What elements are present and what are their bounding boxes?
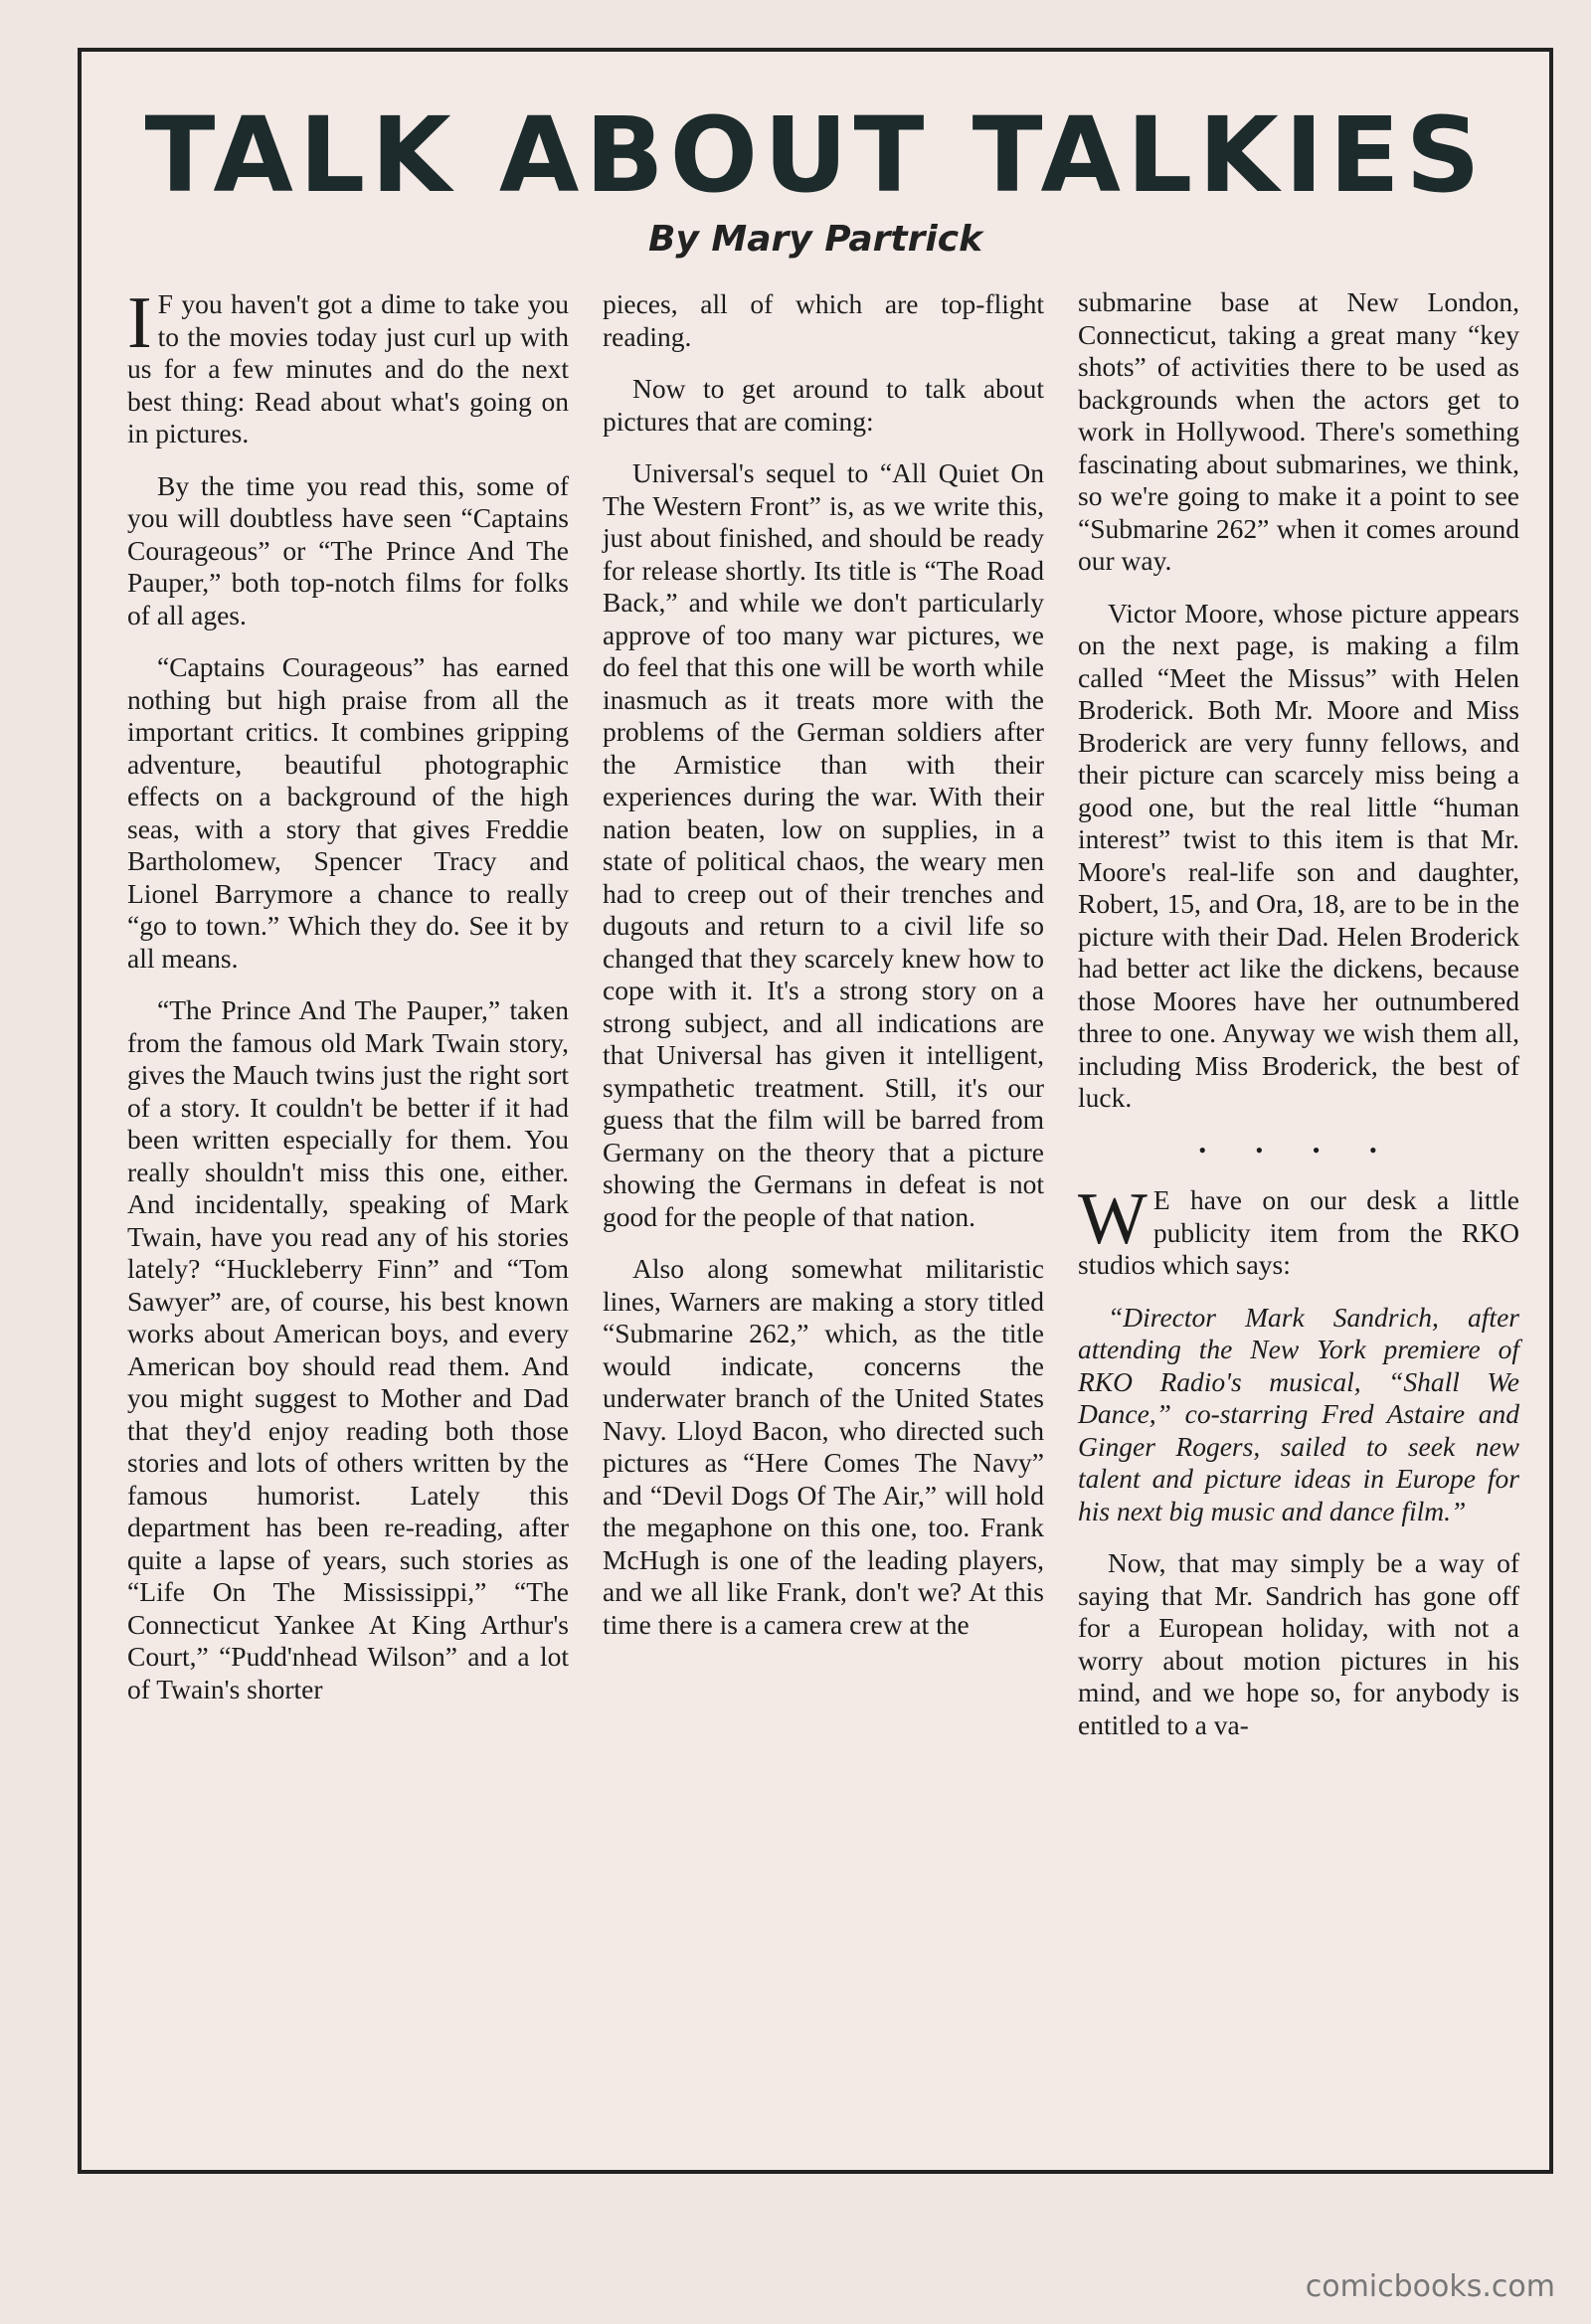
watermark: comicbooks.com [1305, 2269, 1555, 2304]
article-frame [78, 48, 1553, 2174]
paragraph: By the time you read this, some of you will doubtless have seen “Captains Courageous” or “The Prince And The Pauper,” both top-notch films for folks of all ages. [127, 469, 569, 630]
quote-paragraph: “Director Mark Sandrich, after attending the New York premiere of RKO Radio's musical, “Shall We Dance,” co-starring Fred Astaire and Ginger Rogers, sailed to seek new talent and picture ideas in Europe for his next big music and dance film.” [1078, 1301, 1519, 1526]
paragraph: Universal's sequel to “All Quiet On The Western Front” is, as we write this, just about finished, and should be ready for release shortly. Its title is “The Road Back,” and while we don't particularly approve of too many war pictures, we do feel that this one will be worth while inasmuch as it treats more with the problems of the German soldiers after the Armistice than with their experiences during the war. With their nation beaten, low on supplies, in a state of political chaos, the weary men had to creep out of their trenches and dugouts and return to a civil life so changed that they scarcely knew how to cope with it. It's a strong story on a strong subject, and all indications are that Universal has given it intelligent, sympathetic treatment. Still, it's our guess that the film will be barred from Germany on the theory that a picture showing the Germans in defeat is not good for the people of that nation. [603, 457, 1044, 1232]
byline: By Mary Partrick [647, 219, 983, 260]
paragraph: Now to get around to talk about pictures that are coming: [603, 373, 1044, 437]
column-2 [603, 288, 1044, 1661]
paragraph: “The Prince And The Pauper,” taken from the famous old Mark Twain story, gives the Mauch twins just the right sort of a story. It couldn't be better if it had been written especially for them. You really shouldn't miss this one, either. And incidentally, speaking of Mark Twain, have you read any of his stories lately? “Huckleberry Finn” and “Tom Sawyer” are, of course, his best known works about American boys, and every American boy should read them. And you might suggest to Mother and Dad that they'd enjoy reading both those stories and lots of others written by the famous humorist. Lately this department has been re-reading, after quite a lapse of years, such stories as “Life On The Mississippi,” “The Connecticut Yankee At King Arthur's Court,” “Pudd'nhead Wilson” and a lot of Twain's shorter [127, 994, 569, 1704]
paragraph: pieces, all of which are top-flight reading. [603, 288, 1044, 352]
paragraph: Victor Moore, whose picture appears on the next page, is making a film called “Meet the Missus” with Helen Broderick. Both Mr. Moore and Miss Broderick are very funny fellows, and their picture can scarcely miss being a good one, but the real little “human interest” twist to this item is that Mr. Moore's real-life son and daughter, Robert, 15, and Ora, 18, are to be in the picture with their Dad. Helen Broderick had better act like the dickens, because those Moores have her outnumbered three to one. Anyway we wish them all, including Miss Broderick, the best of luck. [1078, 597, 1519, 1113]
paragraph: I F you haven't got a dime to take you to the movies today just curl up with us for a few minutes and do the next best thing: Read about what's going on in pictures. [127, 282, 569, 448]
paragraph: submarine base at New London, Connecticut, taking a great many “key shots” of activities there to be used as backgrounds when the actors get to work in Hollywood. There's something fascinating about submarines, we think, so we're going to make it a point to see “Submarine 262” when it comes around our way. [1078, 286, 1519, 576]
article-title: TALK ABOUT TALKIES [144, 94, 1487, 216]
column-3 [1078, 286, 1519, 1761]
paragraph: Now, that may simply be a way of saying that Mr. Sandrich has gone off for a European holiday, with not a worry about motion pictures in his mind, and we hope so, for anybody is entitled to a va- [1078, 1547, 1519, 1740]
paragraph: “Captains Courageous” has earned nothing but high praise from all the important critics. It combines gripping adventure, beautiful photographic effects on a background of the high seas, with a story that gives Freddie Bartholomew, Spencer Tracy and Lionel Barrymore a chance to really “go to town.” Which they do. See it by all means. [127, 651, 569, 974]
paragraph: W E have on our desk a little publicity item from the RKO studios which says: [1078, 1178, 1519, 1280]
drop-cap: I [127, 282, 152, 364]
column-1 [127, 282, 569, 1725]
paragraph: Also along somewhat militaristic lines, Warners are making a story titled “Submarine 262,” which, as the title would indicate, concerns the underwater branch of the United States Navy. Lloyd Bacon, who directed such pictures as “Here Comes The Navy” and “Devil Dogs Of The Air,” will hold the megaphone on this one, too. Frank McHugh is one of the leading players, and we all like Frank, don't we? At this time there is a camera crew at the [603, 1253, 1044, 1640]
drop-cap: W [1078, 1178, 1148, 1260]
section-divider: • • • • [1198, 1137, 1399, 1162]
